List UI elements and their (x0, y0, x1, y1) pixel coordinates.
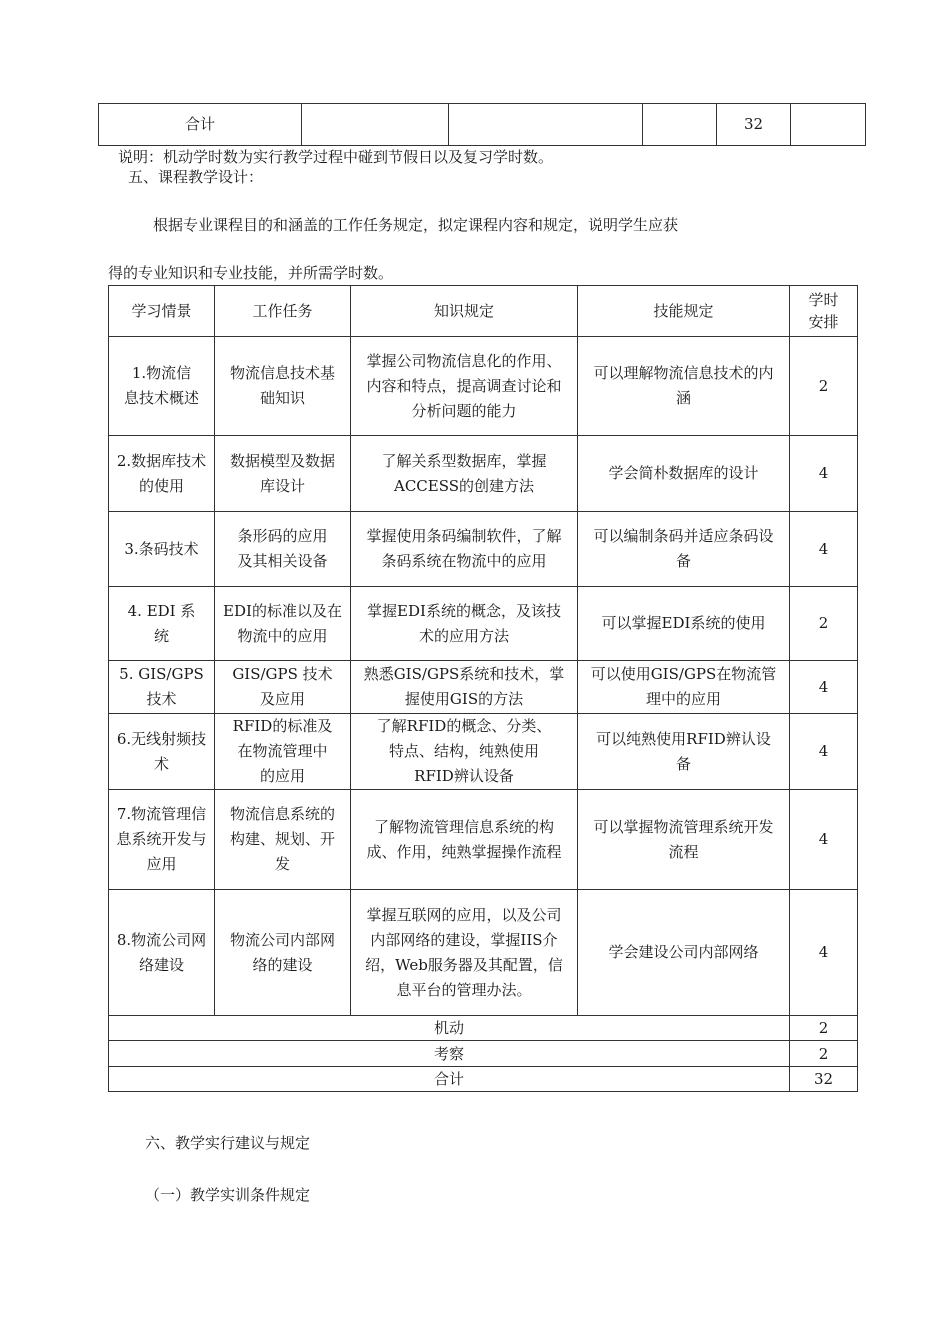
paragraph-line-2: 得的专业知识和专业技能，并所需学时数。 (108, 264, 394, 282)
cell-skill: 可以纯熟使用RFID辨认设 备 (578, 714, 790, 790)
cell-skill: 可以掌握物流管理系统开发 流程 (578, 790, 790, 890)
summary-cell-empty (449, 104, 643, 146)
cell-knowledge: 熟悉GIS/GPS系统和技术，掌 握使用GIS的方法 (351, 661, 578, 714)
cell-task: 物流信息技术基 础知识 (215, 337, 351, 436)
cell-hours: 4 (790, 436, 858, 512)
table-footer-row (109, 1067, 858, 1092)
cell-scenario: 3.条码技术 (109, 512, 215, 587)
cell-knowledge: 了解RFID的概念、分类、 特点、结构，纯熟使用 RFID辨认设备 (351, 714, 578, 790)
cell-task: 物流公司内部网 络的建设 (215, 890, 351, 1016)
cell-skill: 学会简朴数据库的设计 (578, 436, 790, 512)
table-row (109, 337, 858, 436)
footer-label: 合计 (109, 1067, 790, 1092)
header-scenario: 学习情景 (109, 286, 215, 337)
cell-knowledge: 掌握EDI系统的概念，及该技 术的应用方法 (351, 587, 578, 661)
cell-hours: 2 (790, 587, 858, 661)
cell-skill: 可以编制条码并适应条码设 备 (578, 512, 790, 587)
cell-knowledge: 掌握公司物流信息化的作用、 内容和特点，提高调查讨论和 分析问题的能力 (351, 337, 578, 436)
cell-task: 数据模型及数据 库设计 (215, 436, 351, 512)
cell-skill: 可以理解物流信息技术的内 涵 (578, 337, 790, 436)
cell-scenario: 6.无线射频技 术 (109, 714, 215, 790)
table-row (109, 587, 858, 661)
cell-hours: 4 (790, 714, 858, 790)
cell-skill: 学会建设公司内部网络 (578, 890, 790, 1016)
paragraph-line-1: 根据专业课程目的和涵盖的工作任务规定，拟定课程内容和规定，说明学生应获 (153, 216, 679, 234)
summary-cell-empty (791, 104, 866, 146)
note-text: 说明：机动学时数为实行教学过程中碰到节假日以及复习学时数。 (118, 148, 554, 166)
cell-knowledge: 了解物流管理信息系统的构 成、作用，纯熟掌握操作流程 (351, 790, 578, 890)
cell-scenario: 7.物流管理信 息系统开发与 应用 (109, 790, 215, 890)
cell-scenario: 2.数据库技术 的使用 (109, 436, 215, 512)
table-row (109, 790, 858, 890)
cell-task: 条形码的应用 及其相关设备 (215, 512, 351, 587)
footer-hours: 2 (790, 1016, 858, 1041)
summary-cell-empty (643, 104, 717, 146)
table-footer-row (109, 1041, 858, 1067)
footer-hours: 2 (790, 1041, 858, 1067)
cell-task: GIS/GPS 技术 及应用 (215, 661, 351, 714)
header-task: 工作任务 (215, 286, 351, 337)
header-hours: 学时 安排 (790, 286, 858, 337)
table-row (109, 436, 858, 512)
footer-hours: 32 (790, 1067, 858, 1092)
table-row (109, 714, 858, 790)
section6-heading: 六、教学实行建议与规定 (145, 1134, 311, 1152)
cell-task: EDI的标准以及在 物流中的应用 (215, 587, 351, 661)
cell-hours: 2 (790, 337, 858, 436)
cell-hours: 4 (790, 512, 858, 587)
cell-task: 物流信息系统的 构建、规划、开 发 (215, 790, 351, 890)
cell-scenario: 1.物流信 息技术概述 (109, 337, 215, 436)
cell-scenario: 4. EDI 系 统 (109, 587, 215, 661)
header-skill: 技能规定 (578, 286, 790, 337)
cell-hours: 4 (790, 661, 858, 714)
cell-knowledge: 了解关系型数据库，掌握 ACCESS的创建方法 (351, 436, 578, 512)
header-knowledge: 知识规定 (351, 286, 578, 337)
course-design-table (108, 285, 858, 1092)
cell-task: RFID的标准及 在物流管理中 的应用 (215, 714, 351, 790)
cell-hours: 4 (790, 890, 858, 1016)
subsection-heading: （一）教学实训条件规定 (145, 1186, 311, 1204)
table-footer-row (109, 1016, 858, 1041)
cell-knowledge: 掌握互联网的应用，以及公司 内部网络的建设，掌握IIS介 绍，Web服务器及其配置，信 息平台的管理办法。 (351, 890, 578, 1016)
footer-label: 考察 (109, 1041, 790, 1067)
table-header-row (109, 286, 858, 337)
cell-skill: 可以使用GIS/GPS在物流管 理中的应用 (578, 661, 790, 714)
summary-cell-empty (302, 104, 449, 146)
summary-table (98, 103, 866, 146)
section5-heading: 五、课程教学设计： (128, 168, 264, 186)
table-row (109, 512, 858, 587)
cell-scenario: 5. GIS/GPS 技术 (109, 661, 215, 714)
table-row (109, 661, 858, 714)
cell-scenario: 8.物流公司网 络建设 (109, 890, 215, 1016)
summary-hours: 32 (717, 104, 791, 146)
cell-skill: 可以掌握EDI系统的使用 (578, 587, 790, 661)
cell-hours: 4 (790, 790, 858, 890)
table-row (109, 890, 858, 1016)
summary-row (99, 104, 866, 146)
cell-knowledge: 掌握使用条码编制软件，了解 条码系统在物流中的应用 (351, 512, 578, 587)
summary-label: 合计 (99, 104, 302, 146)
footer-label: 机动 (109, 1016, 790, 1041)
